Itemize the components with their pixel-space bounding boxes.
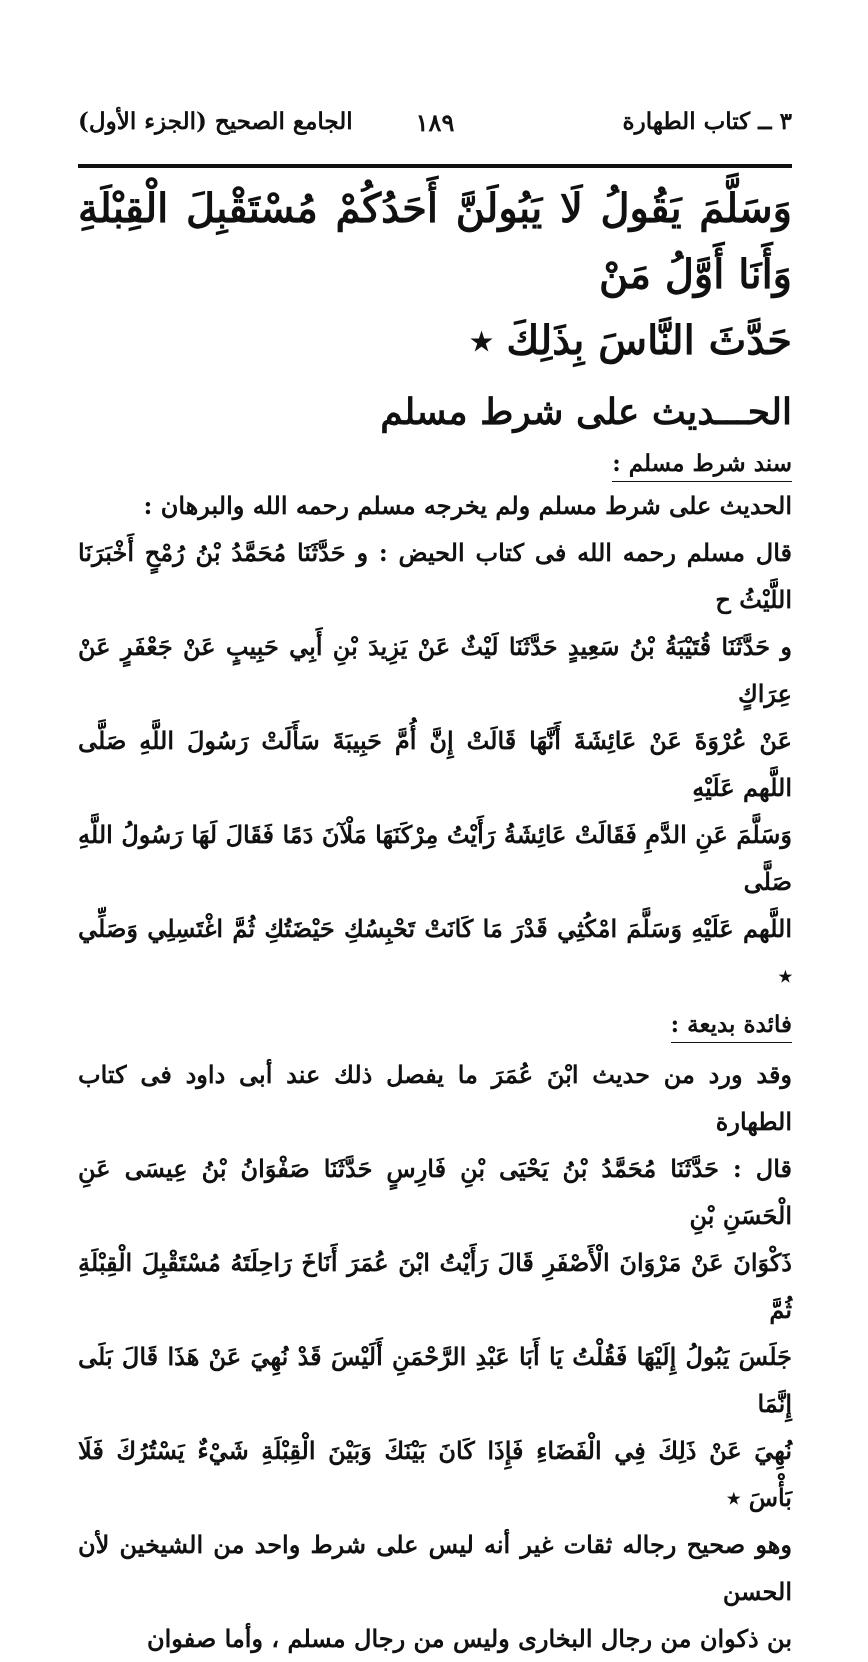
text-line: وقد ورد من حديث ابْنَ عُمَرَ ما يفصل ذلك عند أبى داود فى كتاب الطهارة <box>78 1060 793 1136</box>
text-line: قال : حَدَّثَنَا مُحَمَّدُ بْنُ يَحْيَى بْنِ فَارِسٍ حَدَّثَنَا صَفْوَانُ بْنُ عِيسَى عَنِ الْحَسَنِ بْنِ <box>78 1154 792 1230</box>
text-line: عَنْ عُرْوَةَ عَنْ عَائِشَةَ أَنَّهَا قَالَتْ إِنَّ أُمَّ حَبِيبَةَ سَأَلَتْ رَسُولَ اللَّهِ صَلَّى اللَّهم عَلَيْهِ <box>78 726 792 802</box>
book-title: الجامع الصحيح (الجزء الأول) <box>78 108 353 135</box>
text-line: حَدَّثَ النَّاسَ بِذَلِكَ ٭ <box>470 317 792 364</box>
chapter-title: ٣ ــ كتاب الطهارة <box>622 108 792 135</box>
benefit-label: فائدة بديعة : <box>671 1011 792 1043</box>
text-line: اللَّهم عَلَيْهِ وَسَلَّمَ امْكُثِي قَدْرَ مَا كَانَتْ تَحْبِسُكِ حَيْضَتُكِ ثُمَّ اغْتَسِلِي وَصَلِّي ٭ <box>78 914 792 990</box>
text-line: و حَدَّثَنَا قُتَيْبَةُ بْنُ سَعِيدٍ حَدَّثَنَا لَيْثٌ عَنْ يَزِيدَ بْنِ أَبِي حَبِيبٍ عَنْ جَعْفَرٍ عَنْ عِرَاكٍ <box>78 632 792 708</box>
text-line: ذَكْوَانَ عَنْ مَرْوَانَ الْأَصْفَرِ قَالَ رَأَيْتُ ابْنَ عُمَرَ أَنَاخَ رَاحِلَتَهُ مُسْتَقْبِلَ الْقِبْلَةِ ثُمَّ <box>78 1248 792 1324</box>
running-header <box>78 100 792 150</box>
benefit-paragraph <box>78 1051 792 1662</box>
isnad-paragraph <box>78 482 792 999</box>
text-line: وَسَلَّمَ يَقُولُ لَا يَبُولَنَّ أَحَدُكُمْ مُسْتَقْبِلَ الْقِبْلَةِ وَأَنَا أَوَّلُ مَنْ <box>78 185 792 298</box>
isnad-label: سند شرط مسلم : <box>612 450 792 482</box>
opening-hadith-text <box>78 176 792 374</box>
page <box>78 100 792 1662</box>
page-number: ١٨٩ <box>415 108 455 137</box>
section-heading: الحـــديث على شرط مسلم <box>380 391 792 433</box>
text-line: بن ذكوان من رجال البخارى وليس من رجال مسلم ، وأما صفوان <box>147 1624 792 1653</box>
text-line: الحديث على شرط مسلم ولم يخرجه مسلم رحمه الله والبرهان : <box>143 491 792 520</box>
text-line: وَسَلَّمَ عَنِ الدَّمِ فَقَالَتْ عَائِشَةُ رَأَيْتُ مِرْكَنَهَا مَلْآنَ دَمًا فَقَالَ لَهَا رَسُولُ اللَّهِ صَلَّى <box>78 820 792 896</box>
text-line: وهو صحيح رجاله ثقات غير أنه ليس على شرط واحد من الشيخين لأن الحسن <box>78 1530 792 1606</box>
text-line: نُهِيَ عَنْ ذَلِكَ فِي الْفَضَاءِ فَإِذَا كَانَ بَيْنَكَ وَبَيْنَ الْقِبْلَةِ شَيْءٌ يَسْتُرُكَ فَلَا بَأْسَ ٭ <box>78 1436 792 1512</box>
text-line: جَلَسَ يَبُولُ إِلَيْهَا فَقُلْتُ يَا أَبَا عَبْدِ الرَّحْمَنِ أَلَيْسَ قَدْ نُهِيَ عَنْ هَذَا قَالَ بَلَى إِنَّمَا <box>78 1342 792 1418</box>
header-rule <box>78 164 792 168</box>
text-line: قال مسلم رحمه الله فى كتاب الحيض : و حَدَّثَنَا مُحَمَّدُ بْنُ رُمْحٍ أَخْبَرَنَا اللَّيْثُ ح <box>78 538 792 614</box>
